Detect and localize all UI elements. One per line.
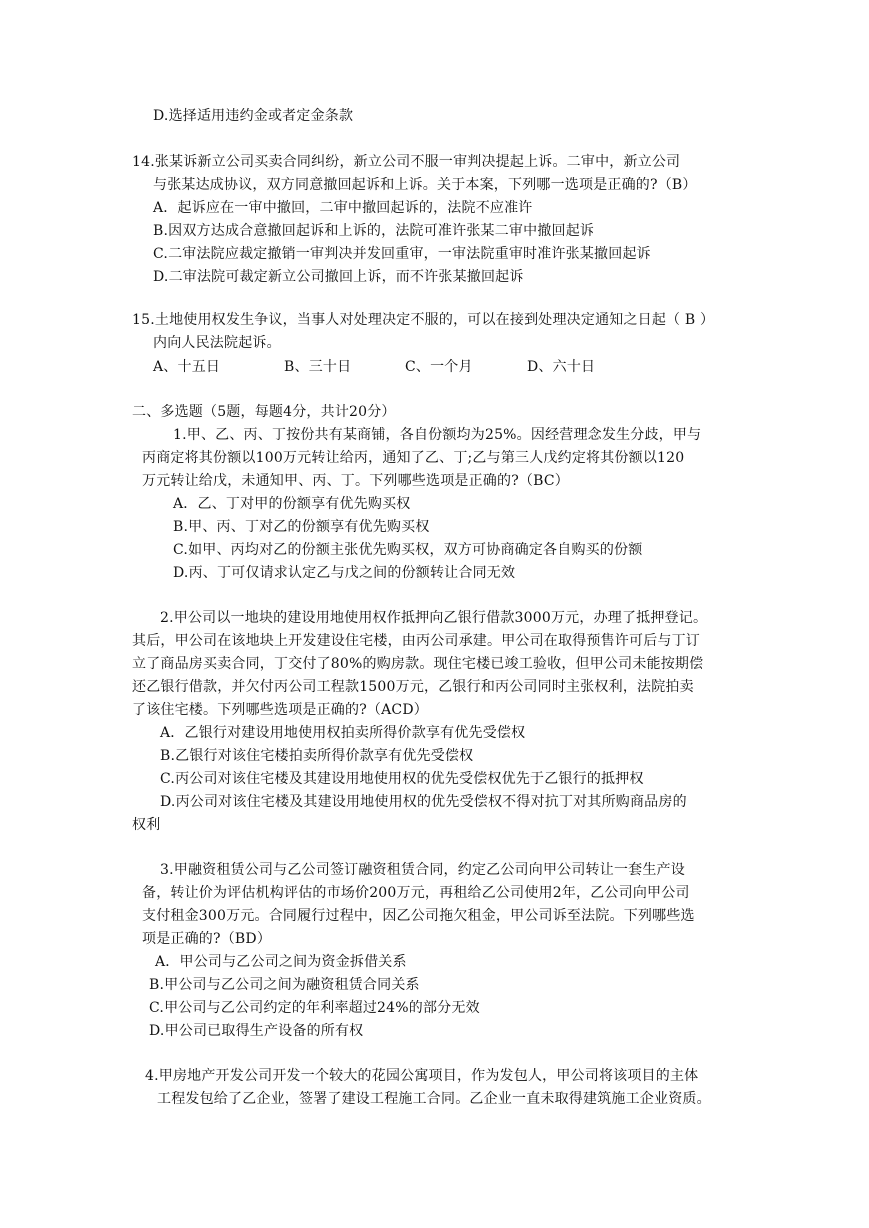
q15-option-c: C、一个月 (405, 359, 473, 375)
q15-stem-line-2: 内向人民法院起诉。 (153, 335, 281, 351)
q15-option-a: A、十五日 (153, 359, 221, 375)
m1-stem-line-2: 丙商定将其份额以100万元转让给丙，通知了乙、丁;乙与第三人戊约定将其份额以120 (142, 450, 685, 466)
q14-option-c: C.二审法院应裁定撤销一审判决并发回重审，一审法院重审时准许张某撤回起诉 (153, 246, 651, 262)
m3-option-c: C.甲公司与乙公司约定的年利率超过24%的部分无效 (149, 1000, 480, 1016)
m1-option-d: D.丙、丁可仅请求认定乙与戊之间的份额转让合同无效 (173, 565, 516, 581)
m3-stem-line-3: 支付租金300万元。合同履行过程中，因乙公司拖欠租金，甲公司诉至法院。下列哪些选 (142, 908, 695, 924)
q15-option-b: B、三十日 (284, 359, 352, 375)
m2-option-d: D.丙公司对该住宅楼及其建设用地使用权的优先受偿权不得对抗丁对其所购商品房的 (160, 794, 687, 810)
m3-option-a: A．甲公司与乙公司之间为资金拆借关系 (155, 954, 407, 970)
q14-stem-line-1: 14.张某诉新立公司买卖合同纠纷，新立公司不服一审判决提起上诉。二审中，新立公司 (132, 154, 681, 170)
section-heading: 二、多选题（5题，每题4分，共计20分） (132, 404, 396, 420)
m4-stem-line-1: 4.甲房地产开发公司开发一个较大的花园公寓项目，作为发包人，甲公司将该项目的主体 (145, 1068, 699, 1084)
m1-option-b: B.甲、丙、丁对乙的份额享有优先购买权 (173, 519, 430, 535)
q14-option-a: A．起诉应在一审中撤回，二审中撤回起诉的，法院不应准许 (153, 200, 533, 216)
m3-stem-line-1: 3.甲融资租赁公司与乙公司签订融资租赁合同，约定乙公司向甲公司转让一套生产设 (160, 862, 685, 878)
q15-stem-line-1: 15.土地使用权发生争议，当事人对处理决定不服的，可以在接到处理决定通知之日起（ B ） (132, 312, 715, 328)
q13-option-d: D.选择适用违约金或者定金条款 (153, 108, 354, 124)
q14-stem-line-2: 与张某达成协议，双方同意撤回起诉和上诉。关于本案，下列哪一选项是正确的?（B） (153, 177, 697, 193)
m2-option-a: A．乙银行对建设用地使用权拍卖所得价款享有优先受偿权 (160, 725, 526, 741)
m2-option-d-cont: 权利 (132, 817, 161, 833)
m2-stem-line-1: 2.甲公司以一地块的建设用地使用权作抵押向乙银行借款3000万元，办理了抵押登记。 (160, 610, 708, 626)
m3-stem-line-2: 备，转让价为评估机构评估的市场价200万元，再租给乙公司使用2年，乙公司向甲公司 (142, 885, 690, 901)
m2-stem-line-5: 了该住宅楼。下列哪些选项是正确的?（ACD） (132, 702, 428, 718)
m1-option-c: C.如甲、丙均对乙的份额主张优先购买权，双方可协商确定各自购买的份额 (173, 542, 643, 558)
m1-option-a: A．乙、丁对甲的份额享有优先购买权 (173, 496, 411, 512)
m3-option-d: D.甲公司已取得生产设备的所有权 (149, 1023, 364, 1039)
q15-option-d: D、六十日 (527, 359, 596, 375)
m2-option-b: B.乙银行对该住宅楼拍卖所得价款享有优先受偿权 (160, 748, 474, 764)
m2-stem-line-3: 立了商品房买卖合同，丁交付了80%的购房款。现住宅楼已竣工验收，但甲公司未能按期偿 (132, 656, 704, 672)
m1-stem-line-1: 1.甲、乙、丙、丁按份共有某商铺，各自份额均为25%。因经营理念发生分歧，甲与 (173, 427, 702, 443)
m4-stem-line-2: 工程发包给了乙企业，签署了建设工程施工合同。乙企业一直未取得建筑施工企业资质。 (157, 1091, 711, 1107)
q14-option-d: D.二审法院可裁定新立公司撤回上诉，而不许张某撤回起诉 (153, 269, 524, 285)
m3-option-b: B.甲公司与乙公司之间为融资租赁合同关系 (149, 977, 420, 993)
m2-option-c: C.丙公司对该住宅楼及其建设用地使用权的优先受偿权优先于乙银行的抵押权 (160, 771, 644, 787)
m1-stem-line-3: 万元转让给戊，未通知甲、丙、丁。下列哪些选项是正确的?（BC） (142, 473, 569, 489)
m2-stem-line-4: 还乙银行借款，并欠付丙公司工程款1500万元，乙银行和丙公司同时主张权利，法院拍卖 (132, 679, 694, 695)
q14-option-b: B.因双方达成合意撤回起诉和上诉的，法院可准许张某二审中撤回起诉 (153, 223, 595, 239)
m3-stem-line-4: 项是正确的?（BD） (142, 931, 272, 947)
m2-stem-line-2: 其后，甲公司在该地块上开发建设住宅楼，由丙公司承建。甲公司在取得预售许可后与丁订 (132, 633, 700, 649)
